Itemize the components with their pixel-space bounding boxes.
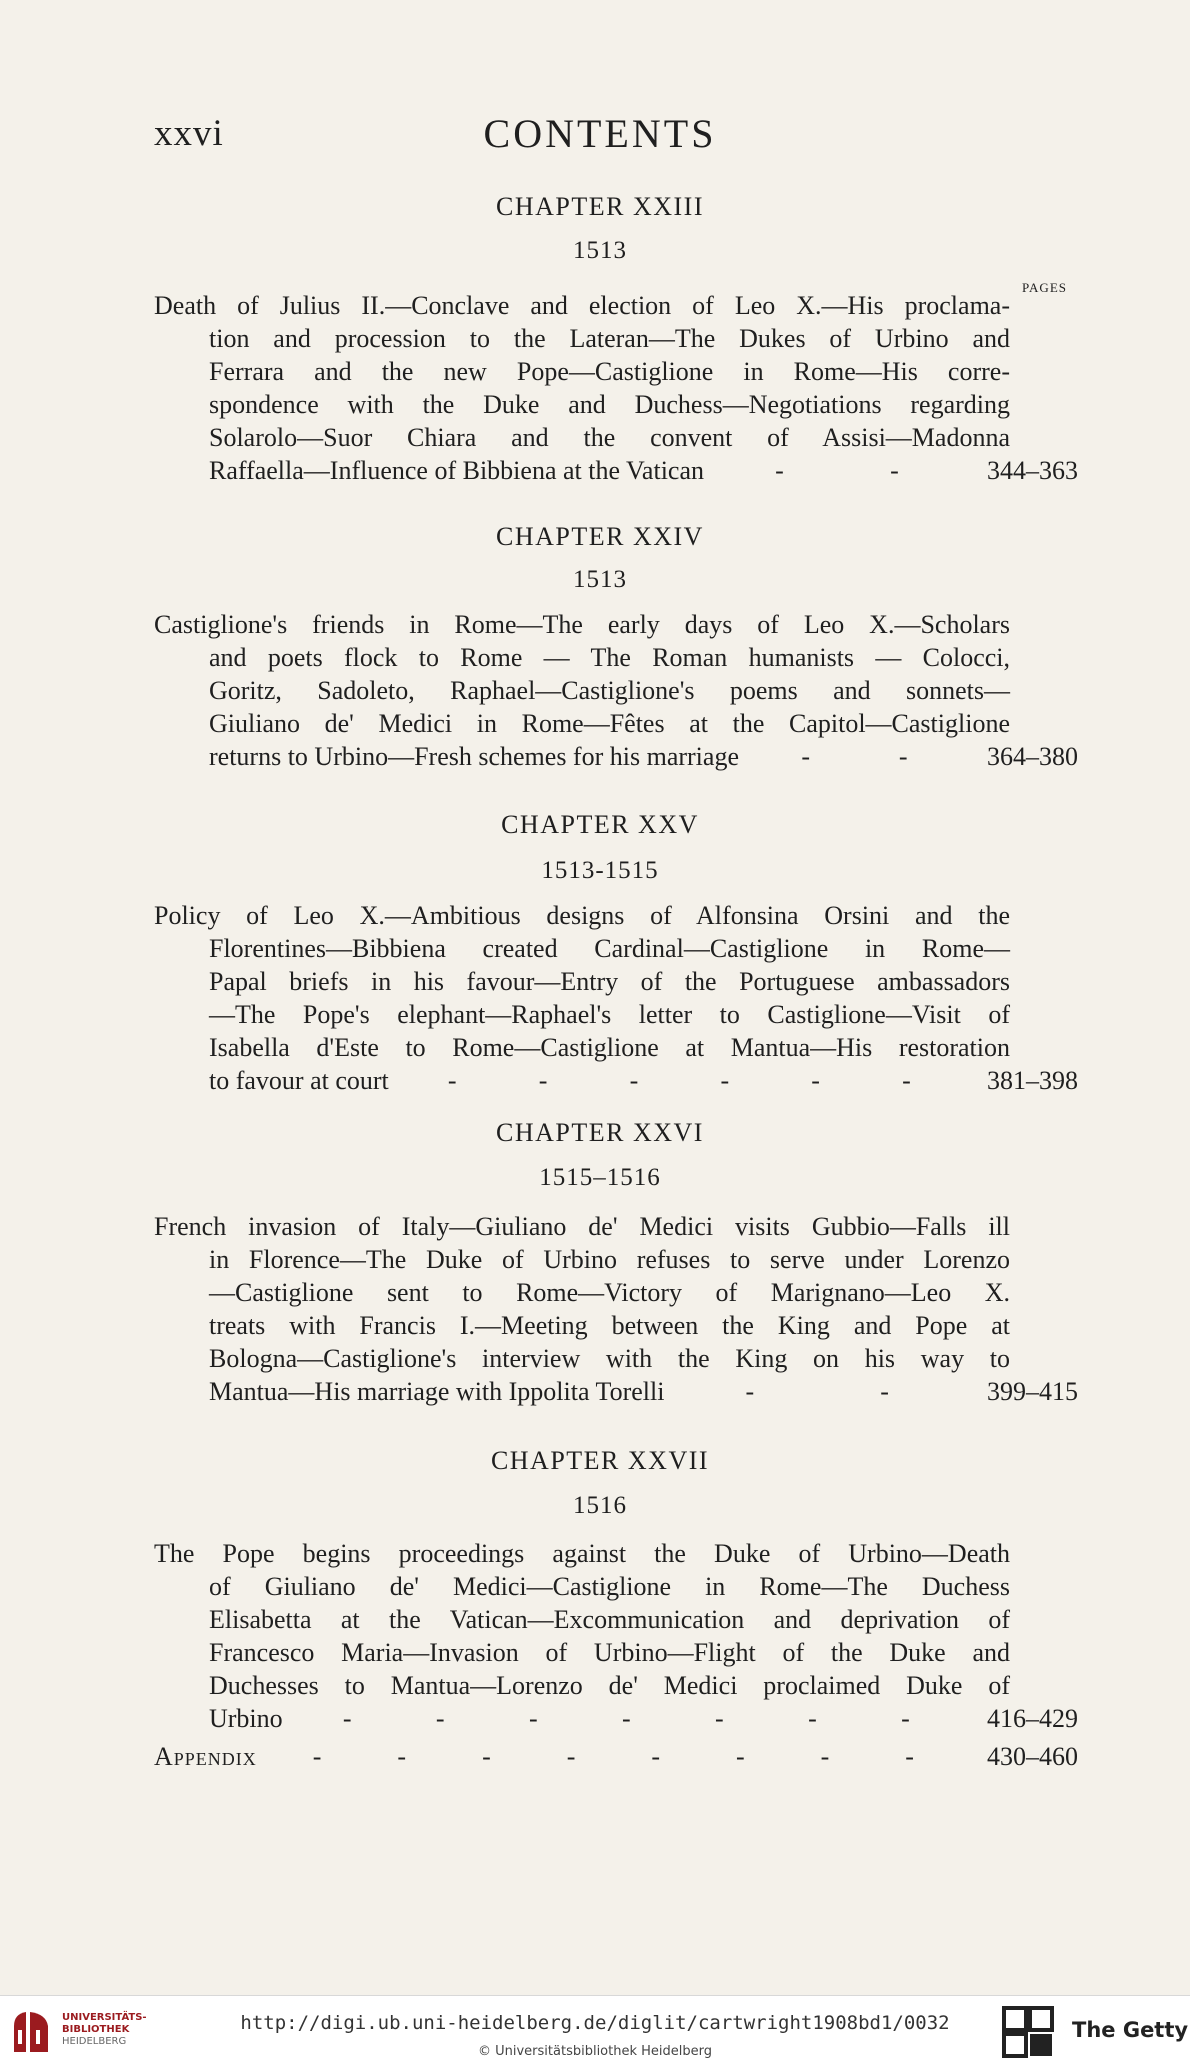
chapter-heading: CHAPTER XXIII [496,192,704,221]
permalink-url[interactable]: http://digi.ub.uni-heidelberg.de/diglit/cartwright1908bd1/0032 [240,2012,950,2034]
summary-line: of Giuliano de' Medici—Castiglione in Rome—The Duchess [209,1572,1010,1601]
pages-column-label: PAGES [1022,280,1067,295]
chapter-summary [154,608,1078,773]
chapter-year: 1513 [573,566,627,593]
summary-line: and poets flock to Rome — The Roman humanists — Colocci, [209,643,1010,672]
summary-last-line [154,1064,1078,1097]
getty-logo-icon [1002,2006,1054,2058]
library-name-line: HEIDELBERG [62,2036,127,2047]
viewer-footer [0,1995,1190,2069]
dot-leader: - - [775,456,899,485]
appendix-entry [154,1742,1078,1772]
page-range: 430–460 [987,1742,1078,1771]
getty-label: The Getty [1072,2018,1189,2042]
chapter-heading: CHAPTER XXVI [496,1118,704,1147]
summary-line: Ferrara and the new Pope—Castiglione in Rome—His corre- [209,357,1010,386]
chapter-summary [154,1210,1078,1408]
summary-line: Giuliano de' Medici in Rome—Fêtes at the Capitol—Castiglione [209,709,1010,738]
summary-line: Policy of Leo X.—Ambitious designs of Alfonsina Orsini and the [154,901,1010,930]
summary-last-line [154,740,1078,773]
summary-line: —The Pope's elephant—Raphael's letter to Castiglione—Visit of [209,1000,1010,1029]
page-title: CONTENTS [483,111,717,156]
summary-line: Castiglione's friends in Rome—The early days of Leo X.—Scholars [154,610,1010,639]
chapter-heading: CHAPTER XXIV [496,522,704,551]
summary-line: Urbino [209,1704,283,1733]
summary-line: Solarolo—Suor Chiara and the convent of Assisi—Madonna [209,423,1010,452]
chapter-year: 1516 [573,1492,627,1519]
chapter-year: 1513-1515 [541,857,659,884]
dot-leader: - - - - - - - - [312,1742,914,1771]
chapter-heading: CHAPTER XXVII [490,1446,710,1475]
summary-last-line [154,1702,1078,1735]
summary-line: Elisabetta at the Vatican—Excommunication and deprivation of [209,1605,1010,1634]
summary-line: Florentines—Bibbiena created Cardinal—Castiglione in Rome— [209,934,1010,963]
summary-line: Francesco Maria—Invasion of Urbino—Flight of the Duke and [209,1638,1010,1667]
dot-leader: - - - - - - [447,1066,911,1095]
summary-line: treats with Francis I.—Meeting between the King and Pope at [209,1311,1010,1340]
chapter-summary [154,899,1078,1097]
summary-line: Goritz, Sadoleto, Raphael—Castiglione's poems and sonnets— [209,676,1010,705]
summary-line: tion and procession to the Lateran—The Dukes of Urbino and [209,324,1010,353]
copyright-notice: © Universitätsbibliothek Heidelberg [477,2044,712,2059]
chapter-heading: CHAPTER XXV [501,810,699,839]
summary-line: French invasion of Italy—Giuliano de' Medici visits Gubbio—Falls ill [154,1212,1010,1241]
summary-line: Duchesses to Mantua—Lorenzo de' Medici proclaimed Duke of [209,1671,1010,1700]
summary-line: Papal briefs in his favour—Entry of the Portuguese ambassadors [209,967,1010,996]
chapter-summary [154,1537,1078,1735]
chapter-summary [154,289,1078,487]
chapter-year: 1513 [573,237,627,264]
summary-line: —Castiglione sent to Rome—Victory of Marignano—Leo X. [209,1278,1010,1307]
summary-line: Mantua—His marriage with Ippolita Torelli [209,1377,665,1406]
dot-leader: - - [745,1377,889,1406]
summary-line: returns to Urbino—Fresh schemes for his marriage [209,742,739,771]
page-folio: xxvi [154,113,224,154]
page-range: 399–415 [987,1377,1078,1406]
chapter-year: 1515–1516 [539,1164,661,1191]
summary-line: to favour at court [209,1066,389,1095]
summary-line: Isabella d'Este to Rome—Castiglione at Mantua—His restoration [209,1033,1010,1062]
summary-line: Raffaella—Influence of Bibbiena at the Vatican [209,456,705,485]
library-name-line: BIBLIOTHEK [62,2024,130,2035]
summary-last-line [154,454,1078,487]
summary-line: Bologna—Castiglione's interview with the King on his way to [209,1344,1010,1373]
library-name-line: UNIVERSITÄTS- [62,2012,147,2023]
summary-line: Death of Julius II.—Conclave and election of Leo X.—His proclama- [154,291,1010,320]
summary-line: The Pope begins proceedings against the Duke of Urbino—Death [154,1539,1010,1568]
page-range: 344–363 [987,456,1078,485]
summary-line: spondence with the Duke and Duchess—Negotiations regarding [209,390,1010,419]
appendix-label: Appendix [154,1742,257,1771]
page-range: 364–380 [987,742,1078,771]
dot-leader: - - [801,742,908,771]
summary-last-line [154,1375,1078,1408]
page-range: 381–398 [987,1066,1078,1095]
summary-line: in Florence—The Duke of Urbino refuses to serve under Lorenzo [209,1245,1010,1274]
dot-leader: - - - - - - - [342,1704,910,1733]
page-range: 416–429 [987,1704,1078,1733]
